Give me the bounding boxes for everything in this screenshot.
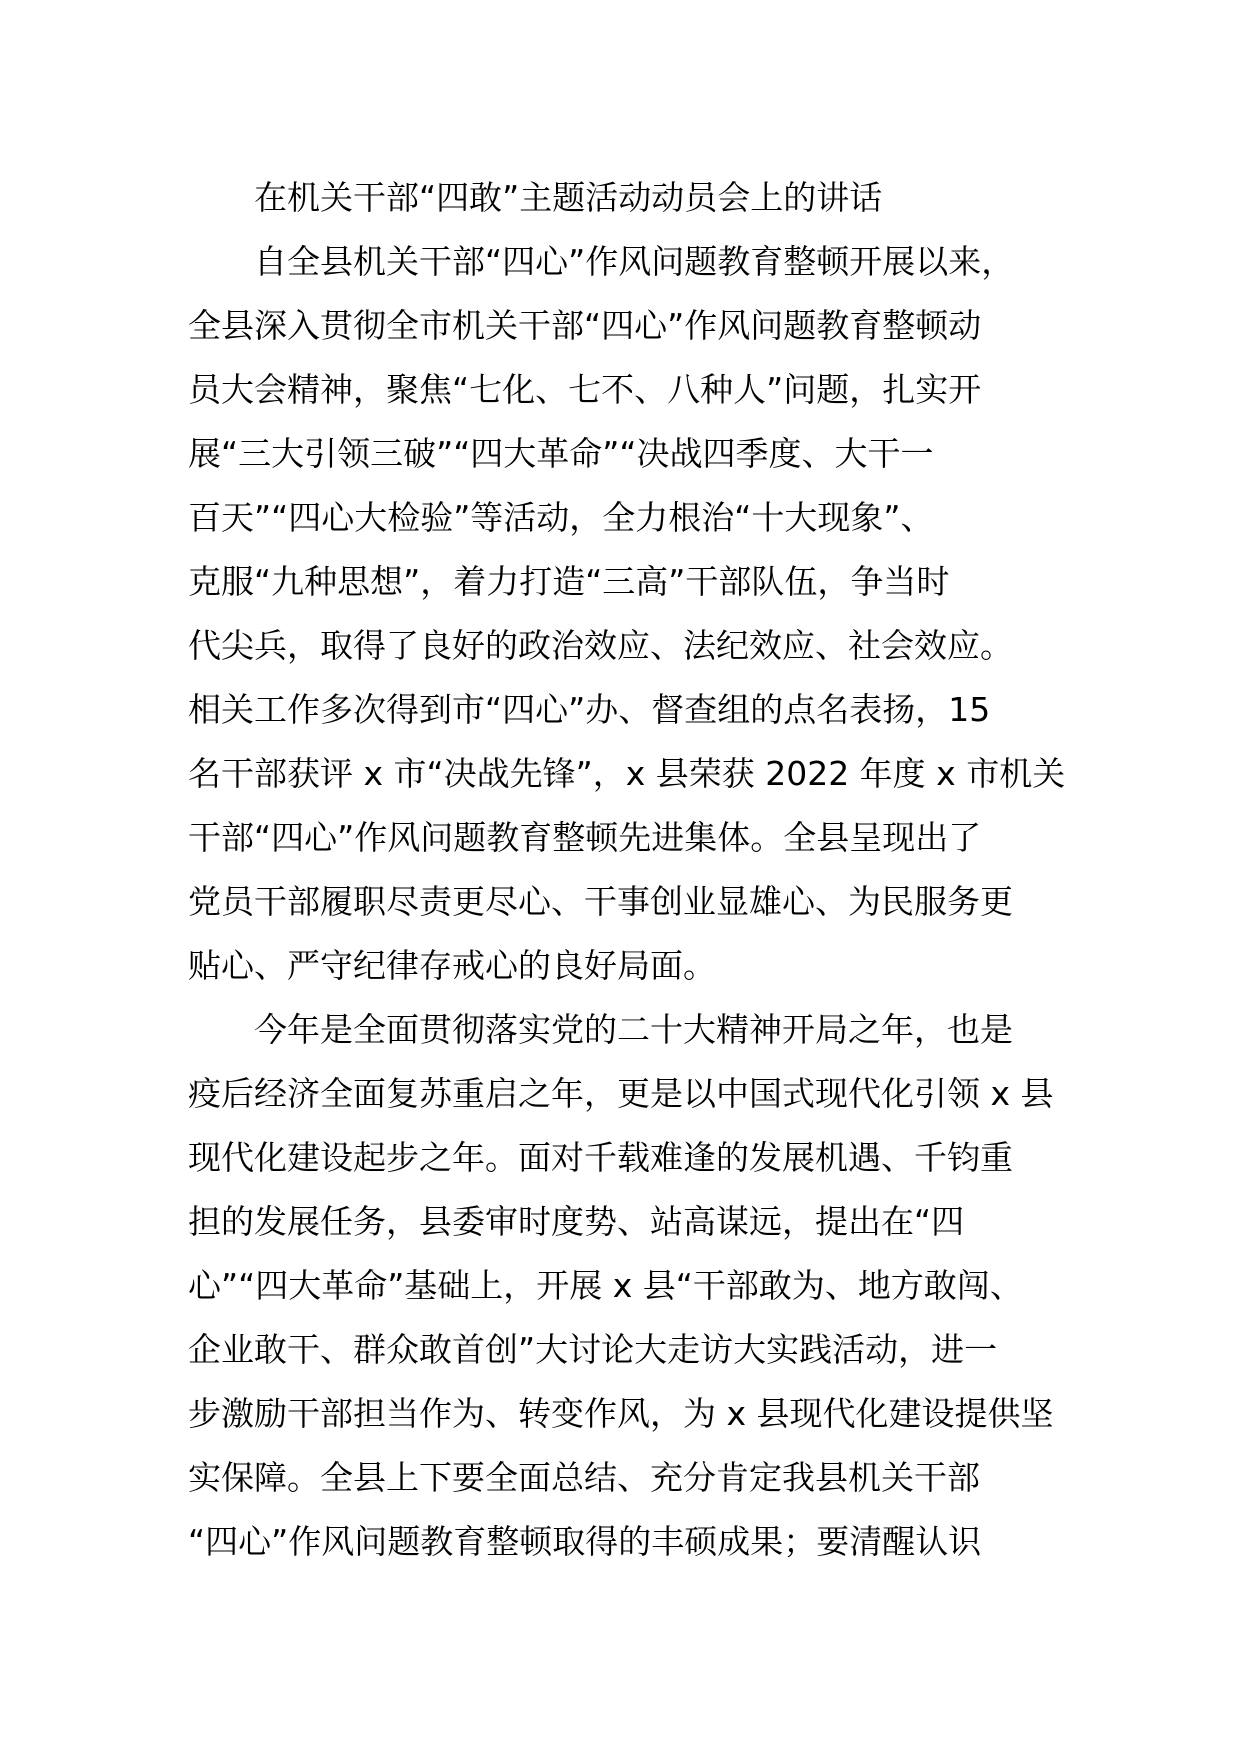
paragraph-2 [188, 998, 1088, 1574]
paragraph-1 [188, 230, 1088, 998]
document-title: 在机关干部“四敢”主题活动动员会上的讲话 [254, 178, 883, 217]
paragraph-line: 代尖兵，取得了良好的政治效应、法纪效应、社会效应。 [188, 626, 1013, 665]
paragraph-line: 党员干部履职尽责更尽心、干事创业显雄心、为民服务更 [188, 882, 1013, 921]
paragraph-line: 实保障。全县上下要全面总结、充分肯定我县机关干部 [188, 1458, 980, 1497]
paragraph-line: 今年是全面贯彻落实党的二十大精神开局之年，也是 [254, 1010, 1013, 1049]
paragraph-line: 全县深入贯彻全市机关干部“四心”作风问题教育整顿动 [188, 306, 982, 345]
document-body [188, 166, 1088, 1574]
paragraph-line: 克服“九种思想”，着力打造“三高”干部队伍，争当时 [188, 562, 950, 601]
paragraph-line: 干部“四心”作风问题教育整顿先进集体。全县呈现出了 [188, 818, 982, 857]
paragraph-line: 贴心、严守纪律存戒心的良好局面。 [188, 946, 716, 985]
paragraph-line: 相关工作多次得到市“四心”办、督查组的点名表扬，15 [188, 690, 991, 729]
paragraph-line: 百天”“四心大检验”等活动，全力根治“十大现象”、 [188, 498, 934, 537]
paragraph-line: 步激励干部担当作为、转变作风，为 x 县现代化建设提供坚 [188, 1394, 1054, 1433]
paragraph-line: 自全县机关干部“四心”作风问题教育整顿开展以来， [254, 242, 1015, 281]
paragraph-line: 展“三大引领三破”“四大革命”“决战四季度、大干一 [188, 434, 934, 473]
paragraph-line: 名干部获评 x 市“决战先锋”，x 县荣获 2022 年度 x 市机关 [188, 754, 1066, 793]
paragraph-line: 心”“四大革命”基础上，开展 x 县“干部敢为、地方敢闯、 [188, 1266, 1023, 1305]
paragraph-line: 员大会精神，聚焦“七化、七不、八种人”问题，扎实开 [188, 370, 982, 409]
paragraph-line: “四心”作风问题教育整顿取得的丰硕成果；要清醒认识 [188, 1522, 982, 1561]
paragraph-line: 现代化建设起步之年。面对千载难逢的发展机遇、千钧重 [188, 1138, 1013, 1177]
paragraph-line: 企业敢干、群众敢首创”大讨论大走访大实践活动，进一 [188, 1330, 998, 1369]
paragraph-line: 担的发展任务，县委审时度势、站高谋远，提出在“四 [188, 1202, 965, 1241]
paragraph-line: 疫后经济全面复苏重启之年，更是以中国式现代化引领 x 县 [188, 1074, 1054, 1113]
